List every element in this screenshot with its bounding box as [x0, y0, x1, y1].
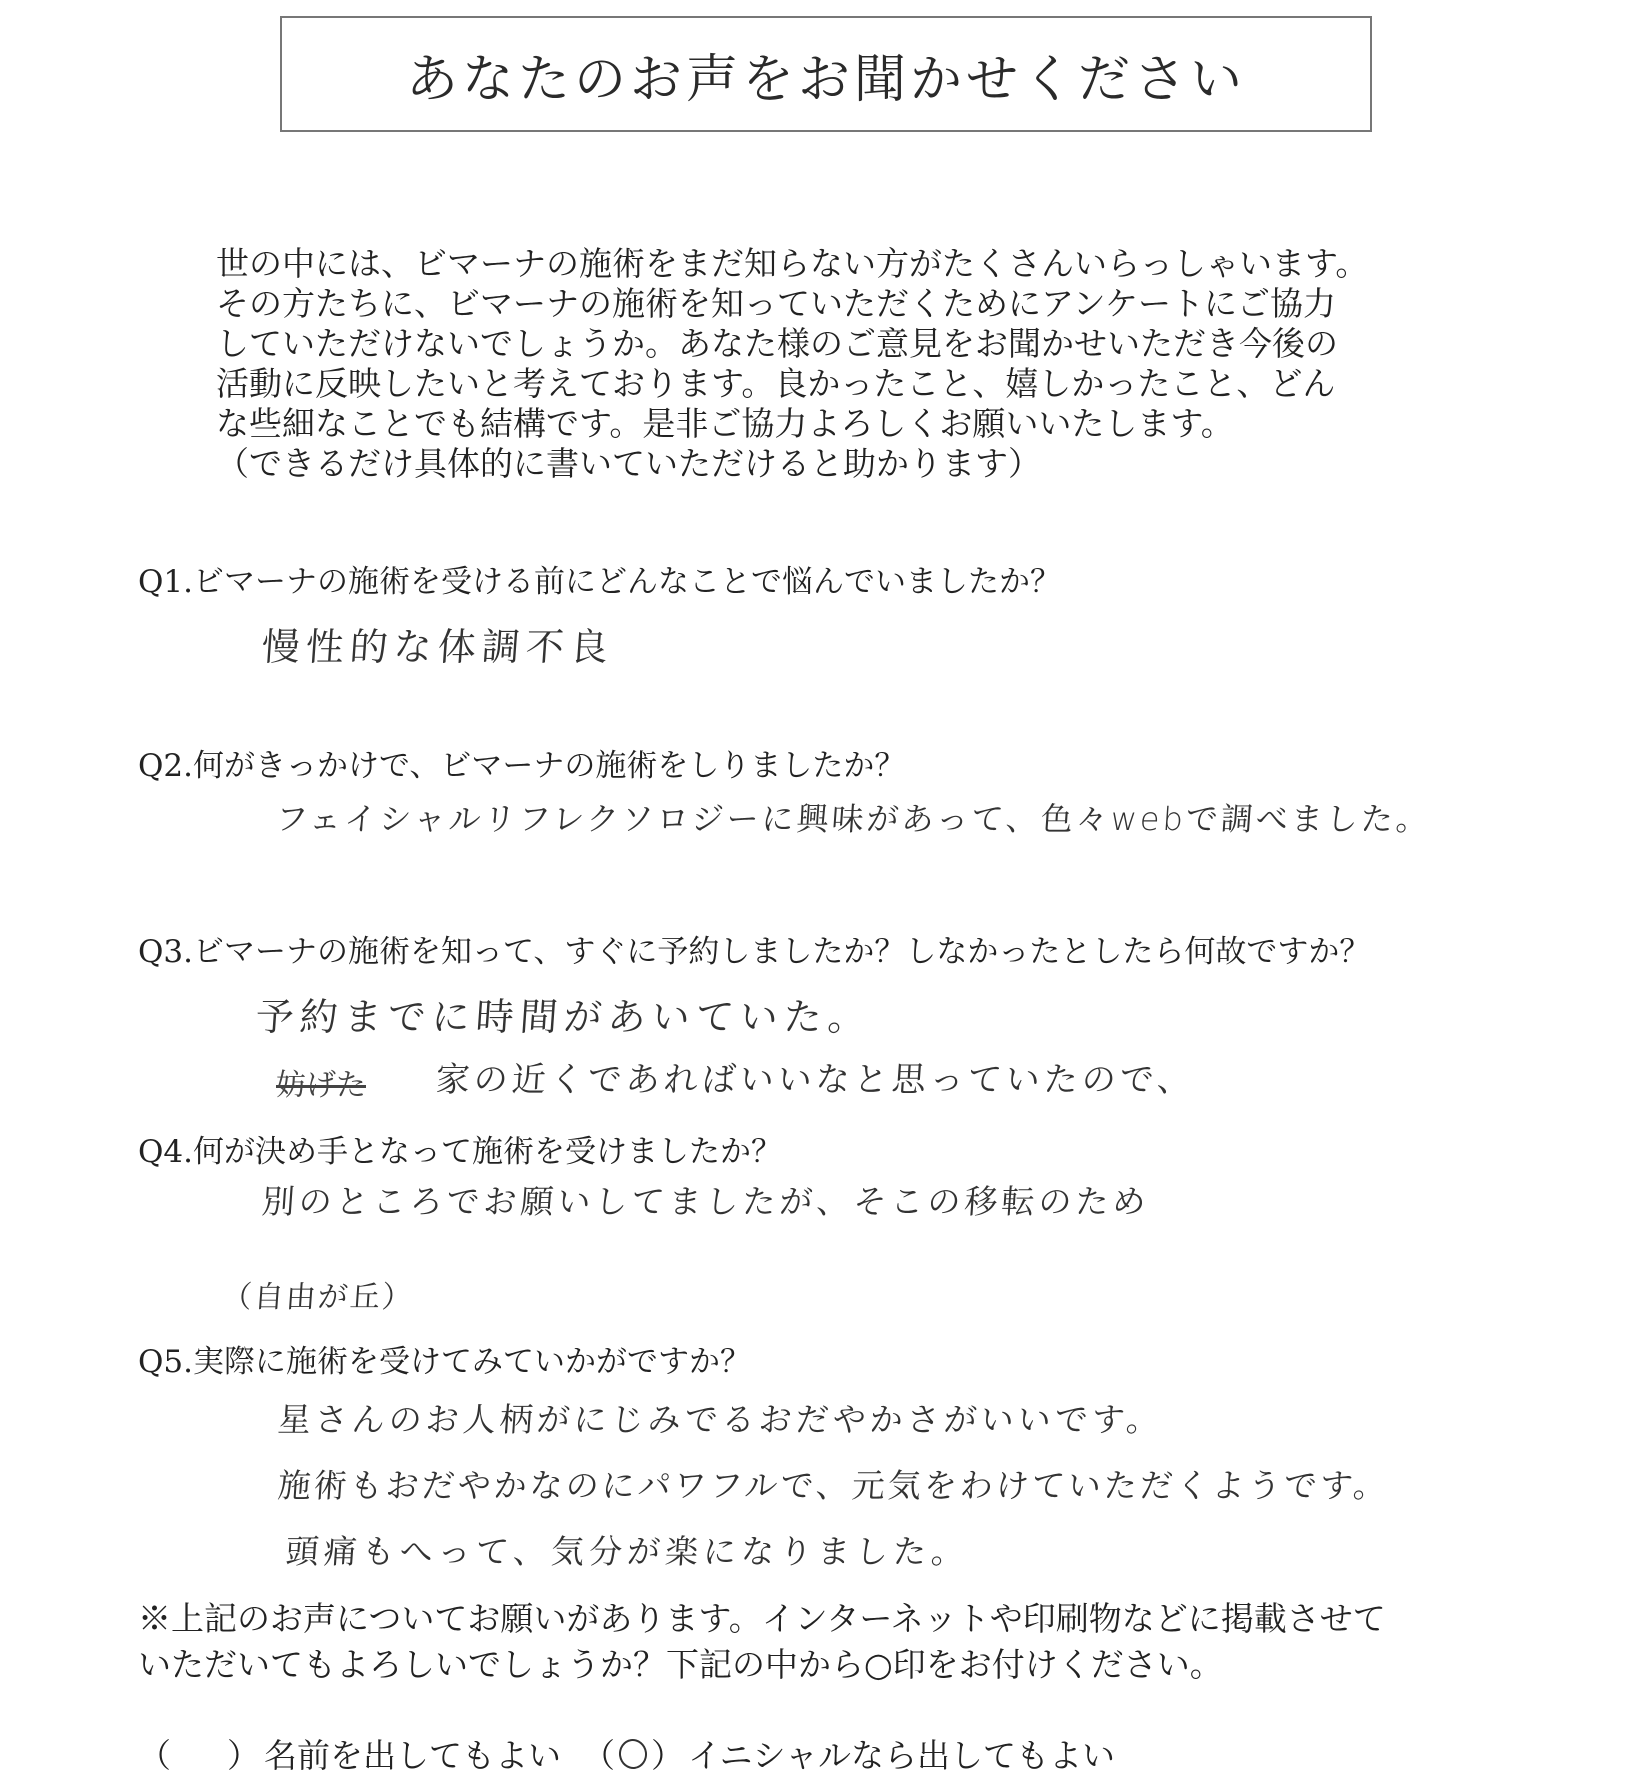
intro-line: （できるだけ具体的に書いていただけると助かります） [216, 444, 1041, 483]
answer-1: 慢性的な体調不良 [260, 625, 616, 669]
answer-3-line-1: 予約までに時間があいていた。 [254, 995, 874, 1039]
answer-5-line-3: 頭痛もへって、気分が楽になりました。 [284, 1532, 971, 1571]
question-5: Q5.実際に施術を受けてみていかがですか？ [138, 1344, 751, 1380]
question-2: Q2.何がきっかけで、ビマーナの施術をしりましたか？ [138, 748, 906, 784]
intro-paragraph [216, 244, 1456, 484]
answer-3-strikethrough: 妨げた [276, 1068, 366, 1103]
page-title: あなたのお声をお聞かせください [405, 49, 1246, 110]
intro-line: その方たちに、ビマーナの施術を知っていただくためにアンケートにご協力 [216, 284, 1337, 323]
answer-5-line-2: 施術もおだやかなのにパワフルで、元気をわけていただくようです。 [276, 1466, 1391, 1505]
answer-2: フェイシャルリフレクソロジーに興味があって、色々webで調べました。 [274, 800, 1433, 838]
intro-line: 活動に反映したいと考えております。良かったこと、嬉しかったこと、どん [216, 364, 1336, 403]
intro-line: 世の中には、ビマーナの施術をまだ知らない方がたくさんいらっしゃいます。 [216, 244, 1369, 283]
option-name-label: 名前を出してもよい [264, 1736, 561, 1775]
circle-mark-icon [617, 1737, 649, 1771]
option-initial-checkbox[interactable] [582, 1730, 1115, 1777]
notice-line: ※上記のお声についてお願いがあります。インターネットや印刷物などに掲載させて [138, 1599, 1386, 1638]
publication-notice [138, 1596, 1578, 1688]
answer-4-line-1: 別のところでお願いしてましたが、そこの移転のため [260, 1182, 1151, 1221]
title-box [280, 16, 1372, 132]
question-1: Q1.ビマーナの施術を受ける前にどんなことで悩んでいましたか？ [138, 564, 1061, 600]
answer-5-line-1: 星さんのお人柄がにじみでるおだやかさがいいです。 [276, 1400, 1165, 1439]
intro-line: な些細なことでも結構です。是非ご協力よろしくお願いいたします。 [216, 404, 1234, 443]
open-paren: （ [582, 1736, 615, 1775]
answer-4-line-2: （自由が丘） [220, 1280, 415, 1315]
question-3: Q3.ビマーナの施術を知って、すぐに予約しましたか？しなかったとしたら何故ですか？ [138, 934, 1371, 970]
open-paren: （ [138, 1736, 171, 1775]
close-paren: ） [227, 1736, 260, 1775]
intro-line: していただけないでしょうか。あなた様のご意見をお聞かせいただき今後の [216, 324, 1338, 363]
option-name-checkbox[interactable] [138, 1730, 561, 1777]
option-initial-label: イニシャルなら出してもよい [688, 1736, 1116, 1775]
close-paren: ） [651, 1736, 684, 1775]
question-4: Q4.何が決め手となって施術を受けましたか？ [138, 1134, 782, 1170]
answer-3-line-2: 家の近くであればいいなと思っていたので、 [434, 1060, 1197, 1100]
notice-line: いただいてもよろしいでしょうか？下記の中から○印をお付けください。 [138, 1645, 1223, 1684]
